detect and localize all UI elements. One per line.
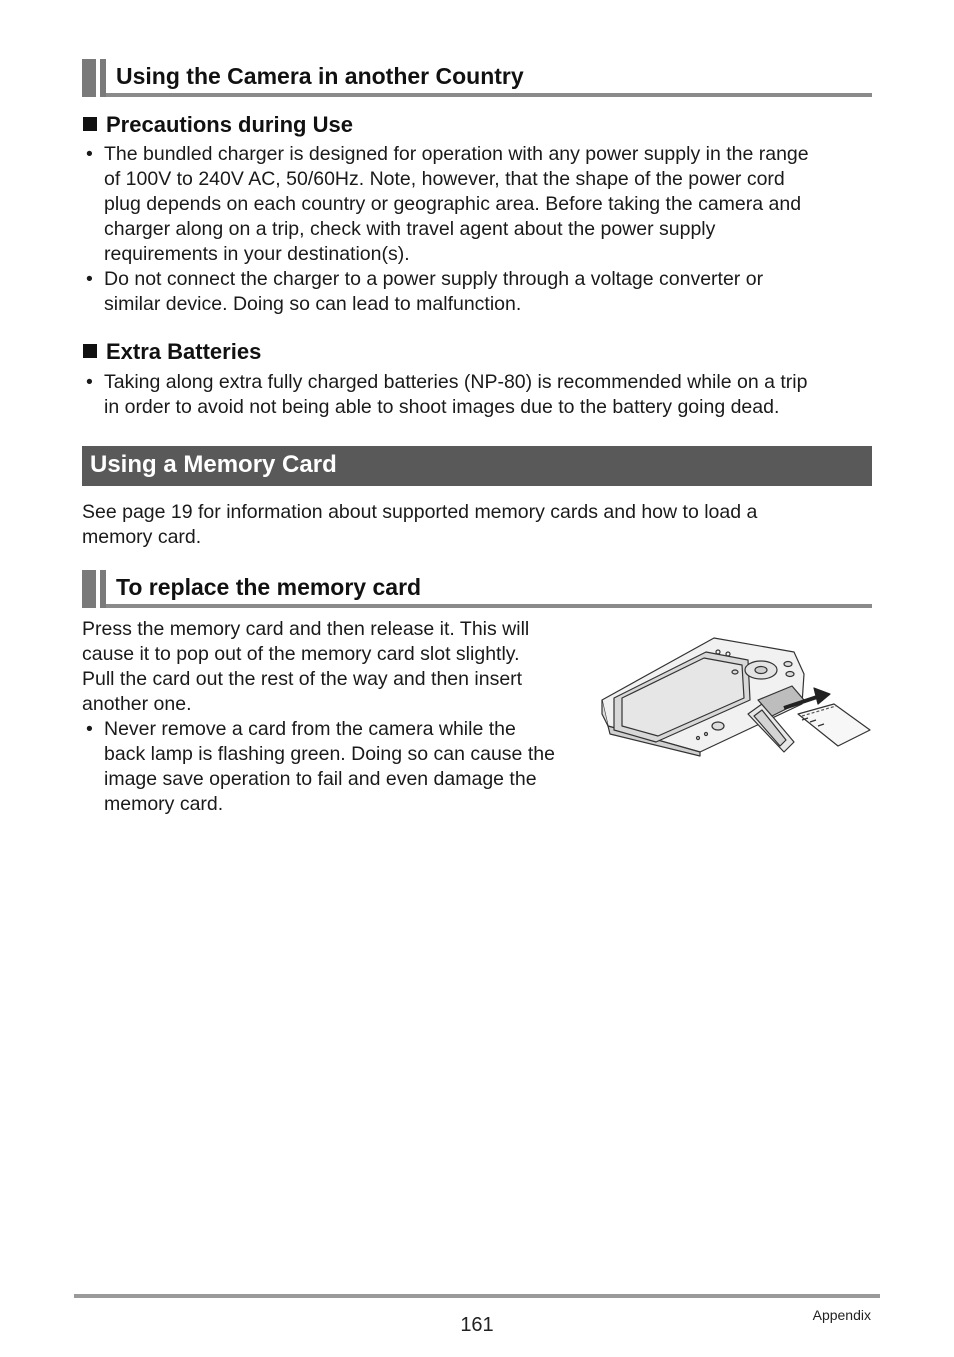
text-line: similar device. Doing so can lead to malfunction. [104,293,522,315]
bullet-glyph: • [86,143,93,165]
section-title: To replace the memory card [116,574,422,600]
list-item [86,370,884,420]
page-number: 161 [460,1314,494,1336]
subheading-extra-batteries [83,339,261,365]
heading-bar-decoration [100,570,106,608]
text-line: charger along on a trip, check with travel agent about the power supply [104,218,716,240]
text-line: image save operation to fail and even damage the [104,768,537,790]
text-line: in order to avoid not being able to shoot images due to the battery going dead. [104,396,780,418]
heading-underline [106,93,872,97]
footer-divider [74,1294,880,1298]
square-bullet-icon [83,344,97,358]
list-item [86,142,884,267]
text-line: See page 19 for information about supported memory cards and how to load a [82,501,758,523]
text-line: Never remove a card from the camera while the [104,718,516,740]
text-line: memory card. [104,793,224,815]
list-item [86,717,604,817]
text-line: memory card. [82,526,202,548]
subheading-label: Precautions during Use [106,112,353,137]
replace-paragraph [82,617,582,717]
square-bullet-icon [83,117,97,131]
heading-underline [106,604,872,608]
section-title: Using the Camera in another Country [116,63,524,89]
section-heading-camera-abroad [82,59,872,97]
text-line: Do not connect the charger to a power supply through a voltage converter or [104,268,764,290]
footer-section-label: Appendix [812,1307,871,1323]
subheading-label: Extra Batteries [106,339,262,364]
section-title: Using a Memory Card [90,451,337,478]
text-line: plug depends on each country or geographic area. Before taking the camera and [104,193,802,215]
text-line: Taking along extra fully charged batteries (NP-80) is recommended while on a trip [104,371,808,393]
text-line: The bundled charger is designed for operation with any power supply in the range [104,143,809,165]
camera-memory-card-illustration [598,630,876,762]
text-line: Press the memory card and then release it. This will [82,618,530,640]
text-line: cause it to pop out of the memory card slot slightly. [82,643,520,665]
text-line: Pull the card out the rest of the way and then insert [82,668,523,690]
bullet-glyph: • [86,268,93,290]
bullet-glyph: • [86,718,93,740]
subheading-precautions [83,112,353,138]
heading-bar-decoration [82,570,96,608]
text-line: another one. [82,693,192,715]
section-heading-replace-card [82,570,872,608]
list-item [86,267,884,317]
text-line: back lamp is flashing green. Doing so can cause the [104,743,555,765]
section-banner-memory-card [82,446,872,486]
heading-bar-decoration [82,59,96,97]
text-line: of 100V to 240V AC, 50/60Hz. Note, however, that the shape of the power cord [104,168,785,190]
intro-paragraph [82,500,872,550]
text-line: requirements in your destination(s). [104,243,410,265]
bullet-glyph: • [86,371,93,393]
heading-bar-decoration [100,59,106,97]
